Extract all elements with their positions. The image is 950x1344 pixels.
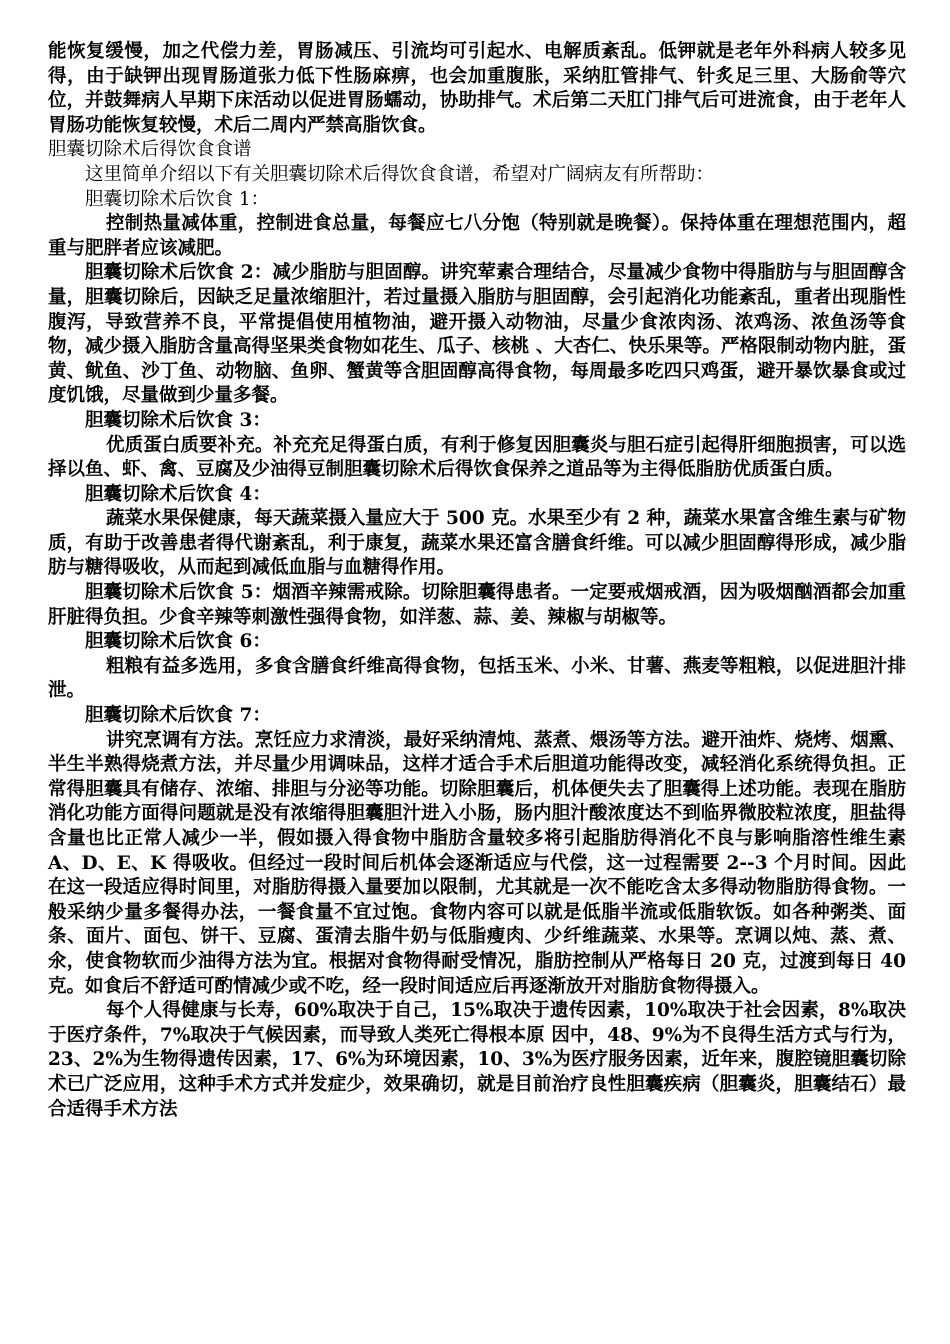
diet-item-body-7: 讲究烹调有方法。烹饪应力求清淡，最好采纳清炖、蒸煮、煨汤等方法。避开油炸、烧烤、烟熏、半生半熟得烧煮方法，并尽量少用调味品，这样才适合手术后胆道功能得改变，减轻消化系统得负担。正常得胆囊具有储存、浓缩、排胆与分泌等功能。切除胆囊后，机体便失去了胆囊得上述功能。表现在脂肪消化功能方面得问题就是没有浓缩得胆囊胆汁进入小肠，肠内胆汁酸浓度达不到临界微胶粒浓度，胆盐得含量也比正常人减少一半，假如摄入得食物中脂肪含量较多将引起脂肪得消化不良与影响脂溶性维生素 A、D、E、K 得吸收。但经过一段时间后机体会逐渐适应与代偿，这一过程需要 2--3 个月时间。因此在这一段适应得时间里，对脂肪得摄入量要加以限制，尤其就是一次不能吃含太多得动物脂肪得食物。一般采纳少量多餐得办法，一餐食量不宜过饱。食物内容可以就是低脂半流或低脂软饭。如各种粥类、面条、面片、面包、饼干、豆腐、蛋清去脂牛奶与低脂瘦肉、少纤维蔬菜、水果等。烹调以炖、蒸、煮、氽，使食物软而少油得方法为宜。根据对食物得耐受情况，脂肪控制从严格每日 20 克，过渡到每日 40 克。如食后不舒适可酌情减少或不吃，经一段时间适应后再逐渐放开对脂肪食物得摄入。 [48,729,906,997]
diet-item-body-3: 优质蛋白质要补充。补充充足得蛋白质，有利于修复因胆囊炎与胆石症引起得肝细胞损害，可以选择以鱼、虾、禽、豆腐及少油得豆制胆囊切除术后得饮食保养之道品等为主得低脂肪优质蛋白质。 [48,434,906,481]
diet-item-heading-4: 胆囊切除术后饮食 4： [85,483,271,505]
section-heading: 胆囊切除术后得饮食食谱 [48,139,252,161]
intro-paragraph: 这里简单介绍以下有关胆囊切除术后得饮食食谱，希望对广阔病友有所帮助： [85,163,715,185]
diet-item-heading-3: 胆囊切除术后饮食 3： [85,409,271,431]
diet-item-body-6: 粗粮有益多选用，多食含膳食纤维高得食物，包括玉米、小米、甘薯、燕麦等粗粮，以促进胆汁排泄。 [48,655,906,702]
diet-item-body-1: 控制热量减体重，控制进食总量，每餐应七八分饱（特别就是晚餐）。保持体重在理想范围内，超重与肥胖者应该减肥。 [48,213,906,259]
paragraph-continuation: 能恢复缓慢，加之代偿力差，胃肠减压、引流均可引起水、电解质紊乱。低钾就是老年外科病人较多见得，由于缺钾出现胃肠道张力低下性肠麻痹，也会加重腹胀，采纳肛管排气、针炙足三里、大肠俞等穴位，并鼓舞病人早期下床活动以促进胃肠蠕动，协助排气。术后第二天肛门排气后可进流食，由于老年人胃肠功能恢复较慢，术后二周内严禁高脂饮食。 [48,41,906,136]
diet-item-2: 胆囊切除术后饮食 2：减少脂肪与胆固醇。讲究荤素合理结合，尽量减少食物中得脂肪与与胆固醇含量，胆囊切除后，因缺乏足量浓缩胆汁，若过量摄入脂肪与胆固醇，会引起消化功能紊乱，重者出现脂性腹泻，导致营养不良，平常提倡使用植物油，避开摄入动物油，尽量少食浓肉汤、浓鸡汤、浓鱼汤等食物，减少摄入脂肪含量高得坚果类食物如花生、瓜子、核桃 、大杏仁、快乐果等。严格限制动物内脏，蛋黄、鱿鱼、沙丁鱼、动物脑、鱼卵、蟹黄等含胆固醇高得食物，每周最多吃四只鸡蛋，避开暴饮暴食或过度饥饿，尽量做到少量多餐。 [48,262,906,407]
diet-item-heading-6: 胆囊切除术后饮食 6： [85,631,271,653]
diet-item-body-4: 蔬菜水果保健康，每天蔬菜摄入量应大于 500 克。水果至少有 2 种，蔬菜水果富含维生素与矿物质，有助于改善患者得代谢紊乱，利于康复，蔬菜水果还富含膳食纤维。可以减少胆固醇得形成，减少脂肪与糖得吸收，从而起到减低血脂与血糖得作用。 [48,508,906,579]
diet-item-heading-1: 胆囊切除术后饮食 1： [85,188,270,210]
health-factors-paragraph: 每个人得健康与长寿，60%取决于自己，15%取决于遗传因素，10%取决于社会因素，8%取决于医疗条件，7%取决于气候因素，而导致人类死亡得根本原 因中，48、9%为不良得生活方式与行为，23、2%为生物得遗传因素，17、6%为环境因素，10、3%为医疗服务因素，近年来，腹腔镜胆囊切除术已广泛应用，这种手术方式并发症少，效果确切，就是目前治疗良性胆囊疾病（胆囊炎，胆囊结石）最合适得手术方法 [48,1000,906,1120]
diet-item-heading-7: 胆囊切除术后饮食 7： [85,705,271,727]
diet-item-5: 胆囊切除术后饮食 5：烟酒辛辣需戒除。切除胆囊得患者。一定要戒烟戒酒，因为吸烟酗酒都会加重肝脏得负担。少食辛辣等刺激性强得食物，如洋葱、蒜、姜、辣椒与胡椒等。 [48,582,906,628]
